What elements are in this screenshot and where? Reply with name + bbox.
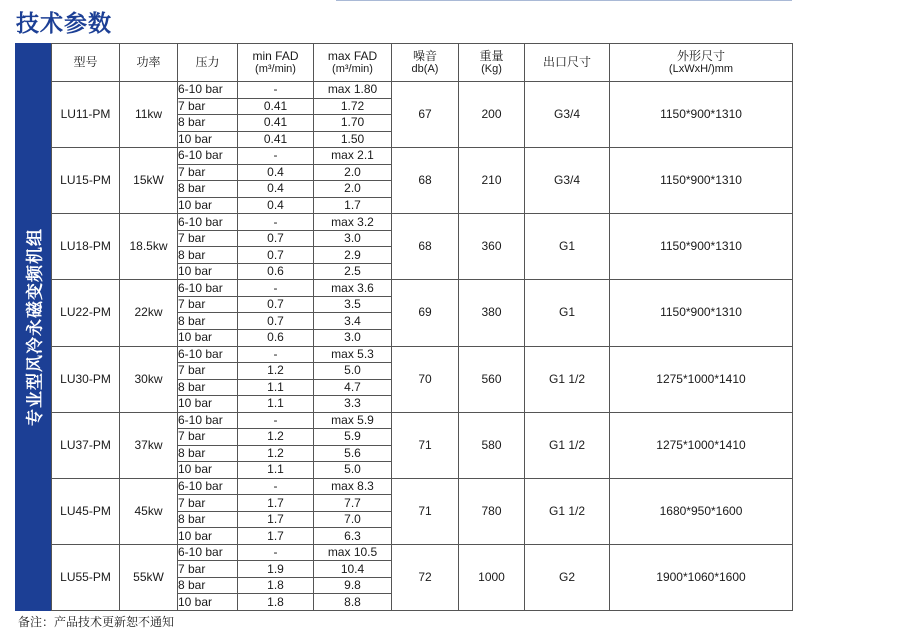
min-fad-cell: 1.2 — [238, 445, 314, 462]
min-fad-cell: - — [238, 346, 314, 363]
pressure-cell: 7 bar — [178, 296, 238, 313]
min-fad-cell: 1.7 — [238, 495, 314, 512]
weight-cell: 1000 — [459, 544, 525, 610]
min-fad-cell: 0.6 — [238, 329, 314, 346]
min-fad-cell: 0.4 — [238, 181, 314, 198]
model-cell: LU11-PM — [52, 82, 120, 148]
dimension-cell: 1150*900*1310 — [610, 82, 793, 148]
pressure-cell: 10 bar — [178, 528, 238, 545]
dimension-cell: 1150*900*1310 — [610, 148, 793, 214]
page-title: 技术参数 — [16, 11, 112, 37]
min-fad-cell: - — [238, 412, 314, 429]
dimension-cell: 1275*1000*1410 — [610, 346, 793, 412]
weight-cell: 210 — [459, 148, 525, 214]
max-fad-cell: 3.5 — [314, 296, 392, 313]
max-fad-cell: 2.0 — [314, 164, 392, 181]
pressure-cell: 7 bar — [178, 164, 238, 181]
pressure-cell: 10 bar — [178, 197, 238, 214]
table-row — [52, 82, 793, 99]
max-fad-cell: 2.5 — [314, 263, 392, 280]
min-fad-cell: - — [238, 478, 314, 495]
max-fad-cell: 2.9 — [314, 247, 392, 264]
min-fad-cell: 1.9 — [238, 561, 314, 578]
max-fad-cell: 3.0 — [314, 230, 392, 247]
power-cell: 37kw — [120, 412, 178, 478]
outlet-cell: G1 1/2 — [525, 478, 610, 544]
noise-cell: 68 — [392, 214, 459, 280]
model-cell: LU45-PM — [52, 478, 120, 544]
header-outlet: 出口尺寸 — [525, 44, 610, 82]
pressure-cell: 8 bar — [178, 313, 238, 330]
noise-cell: 71 — [392, 412, 459, 478]
header-weight: 重量 (Kg) — [459, 44, 525, 82]
dimension-cell: 1900*1060*1600 — [610, 544, 793, 610]
noise-cell: 69 — [392, 280, 459, 346]
pressure-cell: 8 bar — [178, 577, 238, 594]
category-sidebar — [15, 43, 51, 611]
model-cell: LU15-PM — [52, 148, 120, 214]
min-fad-cell: 0.7 — [238, 247, 314, 264]
header-max-fad: max FAD (m³/min) — [314, 44, 392, 82]
max-fad-cell: max 3.6 — [314, 280, 392, 297]
min-fad-cell: 1.1 — [238, 379, 314, 396]
weight-cell: 360 — [459, 214, 525, 280]
min-fad-cell: 0.41 — [238, 115, 314, 132]
max-fad-cell: 10.4 — [314, 561, 392, 578]
max-fad-cell: 1.72 — [314, 98, 392, 115]
weight-cell: 200 — [459, 82, 525, 148]
min-fad-cell: - — [238, 148, 314, 165]
max-fad-cell: max 5.3 — [314, 346, 392, 363]
max-fad-cell: 6.3 — [314, 528, 392, 545]
min-fad-cell: 0.6 — [238, 263, 314, 280]
min-fad-cell: 1.8 — [238, 577, 314, 594]
pressure-cell: 7 bar — [178, 429, 238, 446]
pressure-cell: 6-10 bar — [178, 544, 238, 561]
min-fad-cell: 1.1 — [238, 396, 314, 413]
weight-cell: 780 — [459, 478, 525, 544]
power-cell: 55kW — [120, 544, 178, 610]
max-fad-cell: max 2.1 — [314, 148, 392, 165]
outlet-cell: G1 1/2 — [525, 346, 610, 412]
outlet-cell: G3/4 — [525, 82, 610, 148]
max-fad-cell: 3.0 — [314, 329, 392, 346]
pressure-cell: 7 bar — [178, 98, 238, 115]
dimension-cell: 1680*950*1600 — [610, 478, 793, 544]
weight-cell: 580 — [459, 412, 525, 478]
footnote: 备注：产品技术更新恕不通知 — [18, 615, 175, 629]
pressure-cell: 8 bar — [178, 115, 238, 132]
pressure-cell: 6-10 bar — [178, 214, 238, 231]
header-pressure: 压力 — [178, 44, 238, 82]
min-fad-cell: 0.4 — [238, 164, 314, 181]
noise-cell: 68 — [392, 148, 459, 214]
min-fad-cell: 0.41 — [238, 98, 314, 115]
power-cell: 30kw — [120, 346, 178, 412]
pressure-cell: 6-10 bar — [178, 346, 238, 363]
spec-table — [51, 43, 793, 611]
table-row — [52, 214, 793, 231]
min-fad-cell: 0.7 — [238, 230, 314, 247]
table-row — [52, 544, 793, 561]
max-fad-cell: 4.7 — [314, 379, 392, 396]
outlet-cell: G1 — [525, 280, 610, 346]
dimension-cell: 1150*900*1310 — [610, 280, 793, 346]
table-row — [52, 478, 793, 495]
noise-cell: 70 — [392, 346, 459, 412]
max-fad-cell: 1.50 — [314, 131, 392, 148]
header-rule — [336, 0, 792, 1]
pressure-cell: 7 bar — [178, 363, 238, 380]
min-fad-cell: 0.4 — [238, 197, 314, 214]
max-fad-cell: 5.0 — [314, 462, 392, 479]
pressure-cell: 6-10 bar — [178, 280, 238, 297]
table-row — [52, 148, 793, 165]
min-fad-cell: 1.1 — [238, 462, 314, 479]
outlet-cell: G1 — [525, 214, 610, 280]
min-fad-cell: 0.7 — [238, 313, 314, 330]
spec-table-body — [52, 82, 793, 611]
noise-cell: 67 — [392, 82, 459, 148]
pressure-cell: 8 bar — [178, 445, 238, 462]
min-fad-cell: 1.7 — [238, 528, 314, 545]
min-fad-cell: - — [238, 82, 314, 99]
pressure-cell: 6-10 bar — [178, 412, 238, 429]
min-fad-cell: - — [238, 214, 314, 231]
min-fad-cell: 1.2 — [238, 363, 314, 380]
dimension-cell: 1150*900*1310 — [610, 214, 793, 280]
max-fad-cell: 5.6 — [314, 445, 392, 462]
max-fad-cell: 3.4 — [314, 313, 392, 330]
max-fad-cell: 7.7 — [314, 495, 392, 512]
power-cell: 22kw — [120, 280, 178, 346]
power-cell: 15kW — [120, 148, 178, 214]
pressure-cell: 10 bar — [178, 263, 238, 280]
min-fad-cell: 0.7 — [238, 296, 314, 313]
header-noise: 噪音 db(A) — [392, 44, 459, 82]
min-fad-cell: 1.2 — [238, 429, 314, 446]
min-fad-cell: - — [238, 544, 314, 561]
pressure-cell: 10 bar — [178, 594, 238, 611]
outlet-cell: G3/4 — [525, 148, 610, 214]
model-cell: LU18-PM — [52, 214, 120, 280]
min-fad-cell: 1.8 — [238, 594, 314, 611]
weight-cell: 560 — [459, 346, 525, 412]
max-fad-cell: max 1.80 — [314, 82, 392, 99]
model-cell: LU30-PM — [52, 346, 120, 412]
max-fad-cell: 1.70 — [314, 115, 392, 132]
outlet-cell: G1 1/2 — [525, 412, 610, 478]
pressure-cell: 10 bar — [178, 462, 238, 479]
power-cell: 18.5kw — [120, 214, 178, 280]
max-fad-cell: 8.8 — [314, 594, 392, 611]
max-fad-cell: 3.3 — [314, 396, 392, 413]
table-header-row — [52, 44, 793, 82]
pressure-cell: 7 bar — [178, 561, 238, 578]
header-dimension: 外形尺寸 (LxWxH/)mm — [610, 44, 793, 82]
max-fad-cell: max 5.9 — [314, 412, 392, 429]
min-fad-cell: 1.7 — [238, 511, 314, 528]
header-power: 功率 — [120, 44, 178, 82]
pressure-cell: 6-10 bar — [178, 478, 238, 495]
header-min-fad: min FAD (m³/min) — [238, 44, 314, 82]
model-cell: LU22-PM — [52, 280, 120, 346]
pressure-cell: 10 bar — [178, 329, 238, 346]
max-fad-cell: max 3.2 — [314, 214, 392, 231]
max-fad-cell: 5.9 — [314, 429, 392, 446]
max-fad-cell: 5.0 — [314, 363, 392, 380]
model-cell: LU37-PM — [52, 412, 120, 478]
max-fad-cell: 9.8 — [314, 577, 392, 594]
pressure-cell: 6-10 bar — [178, 148, 238, 165]
pressure-cell: 8 bar — [178, 379, 238, 396]
pressure-cell: 10 bar — [178, 131, 238, 148]
header-model: 型号 — [52, 44, 120, 82]
min-fad-cell: 0.41 — [238, 131, 314, 148]
max-fad-cell: 2.0 — [314, 181, 392, 198]
max-fad-cell: max 10.5 — [314, 544, 392, 561]
category-label: 专业型风冷永磁变频机组 — [25, 228, 46, 426]
table-row — [52, 346, 793, 363]
min-fad-cell: - — [238, 280, 314, 297]
pressure-cell: 6-10 bar — [178, 82, 238, 99]
power-cell: 11kw — [120, 82, 178, 148]
table-row — [52, 280, 793, 297]
pressure-cell: 8 bar — [178, 181, 238, 198]
max-fad-cell: 1.7 — [314, 197, 392, 214]
max-fad-cell: 7.0 — [314, 511, 392, 528]
dimension-cell: 1275*1000*1410 — [610, 412, 793, 478]
pressure-cell: 7 bar — [178, 495, 238, 512]
noise-cell: 71 — [392, 478, 459, 544]
weight-cell: 380 — [459, 280, 525, 346]
noise-cell: 72 — [392, 544, 459, 610]
pressure-cell: 8 bar — [178, 247, 238, 264]
power-cell: 45kw — [120, 478, 178, 544]
pressure-cell: 8 bar — [178, 511, 238, 528]
max-fad-cell: max 8.3 — [314, 478, 392, 495]
model-cell: LU55-PM — [52, 544, 120, 610]
pressure-cell: 7 bar — [178, 230, 238, 247]
pressure-cell: 10 bar — [178, 396, 238, 413]
table-row — [52, 412, 793, 429]
outlet-cell: G2 — [525, 544, 610, 610]
